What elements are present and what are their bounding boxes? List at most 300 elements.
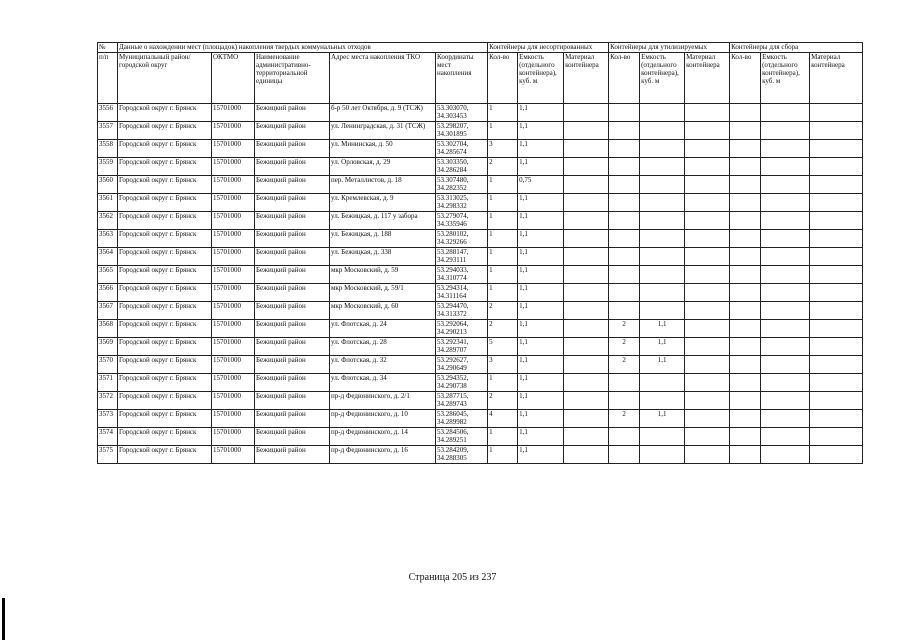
cell-recyclable-capacity <box>640 140 685 158</box>
cell-recyclable-count: 2 <box>609 338 640 356</box>
cell-unsorted-count: 2 <box>488 392 518 410</box>
cell-coordinates: 53.302704, 34.285674 <box>436 140 488 158</box>
cell-collection-count <box>730 302 761 320</box>
cell-collection-count <box>730 410 761 428</box>
cell-collection-material <box>810 374 863 392</box>
cell-oktmo: 15701000 <box>212 158 255 176</box>
cell-address: мкр Московский, д. 60 <box>330 302 436 320</box>
table-row <box>98 104 863 122</box>
cell-unsorted-capacity: 1,1 <box>518 392 564 410</box>
cell-recyclable-count <box>609 158 640 176</box>
cell-territory: Бежицкий район <box>255 392 330 410</box>
page-number: Страница 205 из 237 <box>408 572 497 583</box>
table-header <box>98 43 863 104</box>
cell-collection-count <box>730 392 761 410</box>
cell-municipality: Городской округ г. Брянск <box>118 122 212 140</box>
cell-address: ул. Кремлевская, д. 9 <box>330 194 436 212</box>
cell-recyclable-material <box>685 140 730 158</box>
cell-collection-capacity <box>761 410 810 428</box>
cell-coordinates: 53.280102, 34.329266 <box>436 230 488 248</box>
cell-recyclable-capacity <box>640 158 685 176</box>
cell-collection-count <box>730 248 761 266</box>
cell-number: 3575 <box>98 446 118 464</box>
cell-municipality: Городской округ г. Брянск <box>118 248 212 266</box>
cell-address: б-р 50 лет Октября, д. 9 (ТСЖ) <box>330 104 436 122</box>
cell-unsorted-capacity: 1,1 <box>518 446 564 464</box>
cell-unsorted-capacity: 1,1 <box>518 212 564 230</box>
header-address: Адрес места накопления ТКО <box>330 53 436 104</box>
cell-recyclable-material <box>685 266 730 284</box>
cell-recyclable-capacity: 1,1 <box>640 410 685 428</box>
cell-unsorted-material <box>564 410 609 428</box>
cell-recyclable-count <box>609 194 640 212</box>
cell-unsorted-count: 3 <box>488 356 518 374</box>
cell-coordinates: 53.292341, 34.289707 <box>436 338 488 356</box>
header-group-recyclable: Контейнеры для утилизируемых <box>609 43 730 53</box>
cell-collection-capacity <box>761 392 810 410</box>
cell-address: мкр Московский, д. 59 <box>330 266 436 284</box>
cell-recyclable-count: 2 <box>609 356 640 374</box>
cell-unsorted-count: 1 <box>488 176 518 194</box>
cell-unsorted-count: 1 <box>488 266 518 284</box>
cell-recyclable-capacity <box>640 392 685 410</box>
cell-address: пр-д Федюнинского, д. 10 <box>330 410 436 428</box>
cell-recyclable-capacity <box>640 194 685 212</box>
cell-recyclable-material <box>685 338 730 356</box>
cell-collection-capacity <box>761 446 810 464</box>
cell-unsorted-capacity: 1,1 <box>518 194 564 212</box>
cell-territory: Бежицкий район <box>255 428 330 446</box>
cell-recyclable-material <box>685 356 730 374</box>
cell-recyclable-count <box>609 140 640 158</box>
waste-sites-table <box>97 42 863 464</box>
cell-recyclable-count <box>609 428 640 446</box>
cell-collection-count <box>730 122 761 140</box>
cell-territory: Бежицкий район <box>255 266 330 284</box>
cell-unsorted-capacity: 1,1 <box>518 248 564 266</box>
cell-unsorted-capacity: 1,1 <box>518 320 564 338</box>
cell-coordinates: 53.307480, 34.282352 <box>436 176 488 194</box>
cell-collection-capacity <box>761 230 810 248</box>
cell-number: 3560 <box>98 176 118 194</box>
cell-unsorted-capacity: 0,75 <box>518 176 564 194</box>
cell-territory: Бежицкий район <box>255 158 330 176</box>
cell-unsorted-count: 4 <box>488 410 518 428</box>
cell-unsorted-material <box>564 266 609 284</box>
cell-address: ул. Флотская, д. 34 <box>330 374 436 392</box>
cell-address: ул. Мининская, д. 50 <box>330 140 436 158</box>
cell-collection-count <box>730 140 761 158</box>
cell-coordinates: 53.313025, 34.298332 <box>436 194 488 212</box>
cell-collection-capacity <box>761 248 810 266</box>
cell-municipality: Городской округ г. Брянск <box>118 104 212 122</box>
header-coords: Координаты мест накопления <box>436 53 488 104</box>
cell-collection-material <box>810 194 863 212</box>
cell-collection-material <box>810 428 863 446</box>
cell-number: 3571 <box>98 374 118 392</box>
cell-unsorted-count: 1 <box>488 194 518 212</box>
table-row <box>98 284 863 302</box>
cell-number: 3572 <box>98 392 118 410</box>
header-num-sub: п/п <box>98 53 118 104</box>
cell-recyclable-capacity <box>640 446 685 464</box>
table-row <box>98 176 863 194</box>
cell-collection-material <box>810 320 863 338</box>
cell-unsorted-count: 1 <box>488 284 518 302</box>
cell-territory: Бежицкий район <box>255 122 330 140</box>
cell-unsorted-count: 1 <box>488 446 518 464</box>
cell-recyclable-count <box>609 284 640 302</box>
cell-unsorted-material <box>564 320 609 338</box>
cell-territory: Бежицкий район <box>255 410 330 428</box>
table-row <box>98 356 863 374</box>
cell-oktmo: 15701000 <box>212 302 255 320</box>
table-row <box>98 140 863 158</box>
cell-municipality: Городской округ г. Брянск <box>118 284 212 302</box>
cell-oktmo: 15701000 <box>212 212 255 230</box>
cell-recyclable-count <box>609 104 640 122</box>
cell-municipality: Городской округ г. Брянск <box>118 230 212 248</box>
cell-coordinates: 53.284209, 34.288305 <box>436 446 488 464</box>
cell-coordinates: 53.303350, 34.286284 <box>436 158 488 176</box>
cell-oktmo: 15701000 <box>212 104 255 122</box>
cell-collection-count <box>730 104 761 122</box>
cell-unsorted-count: 1 <box>488 374 518 392</box>
cell-recyclable-material <box>685 302 730 320</box>
cell-unsorted-capacity: 1,1 <box>518 158 564 176</box>
cell-recyclable-capacity <box>640 230 685 248</box>
cell-coordinates: 53.292064, 34.290213 <box>436 320 488 338</box>
cell-recyclable-capacity: 1,1 <box>640 320 685 338</box>
cell-municipality: Городской округ г. Брянск <box>118 140 212 158</box>
cell-recyclable-count <box>609 212 640 230</box>
cell-number: 3570 <box>98 356 118 374</box>
header-collection-capacity: Емкость (отдельного контейнера), куб. м <box>761 53 810 104</box>
header-unsorted-material: Материал контейнера <box>564 53 609 104</box>
header-recyclable-material: Материал контейнера <box>685 53 730 104</box>
cell-coordinates: 53.287715, 34.289743 <box>436 392 488 410</box>
cell-number: 3557 <box>98 122 118 140</box>
cell-unsorted-material <box>564 374 609 392</box>
cell-unsorted-capacity: 1,1 <box>518 122 564 140</box>
header-group-unsorted: Контейнеры для несортированных <box>488 43 609 53</box>
cell-recyclable-count: 2 <box>609 320 640 338</box>
cell-address: ул. Бежицкая, д. 338 <box>330 248 436 266</box>
cell-oktmo: 15701000 <box>212 374 255 392</box>
cell-oktmo: 15701000 <box>212 410 255 428</box>
cell-recyclable-material <box>685 320 730 338</box>
scan-margin-mark <box>2 598 5 640</box>
cell-oktmo: 15701000 <box>212 356 255 374</box>
cell-municipality: Городской округ г. Брянск <box>118 446 212 464</box>
table-row <box>98 248 863 266</box>
cell-number: 3562 <box>98 212 118 230</box>
cell-recyclable-material <box>685 194 730 212</box>
cell-collection-capacity <box>761 104 810 122</box>
cell-recyclable-capacity <box>640 266 685 284</box>
cell-collection-count <box>730 320 761 338</box>
cell-address: пр-д Федюнинского, д. 16 <box>330 446 436 464</box>
cell-municipality: Городской округ г. Брянск <box>118 392 212 410</box>
cell-number: 3567 <box>98 302 118 320</box>
cell-collection-count <box>730 230 761 248</box>
cell-oktmo: 15701000 <box>212 446 255 464</box>
cell-oktmo: 15701000 <box>212 266 255 284</box>
cell-coordinates: 53.288147, 34.293111 <box>436 248 488 266</box>
cell-unsorted-count: 1 <box>488 122 518 140</box>
cell-collection-count <box>730 428 761 446</box>
cell-unsorted-material <box>564 302 609 320</box>
cell-recyclable-capacity <box>640 122 685 140</box>
cell-territory: Бежицкий район <box>255 248 330 266</box>
cell-oktmo: 15701000 <box>212 428 255 446</box>
cell-collection-material <box>810 392 863 410</box>
cell-oktmo: 15701000 <box>212 230 255 248</box>
cell-collection-material <box>810 122 863 140</box>
cell-coordinates: 53.298207, 34.301895 <box>436 122 488 140</box>
cell-unsorted-count: 2 <box>488 302 518 320</box>
cell-recyclable-capacity <box>640 248 685 266</box>
cell-territory: Бежицкий район <box>255 302 330 320</box>
header-group-collection: Контейнеры для сбора <box>730 43 863 53</box>
cell-unsorted-capacity: 1,1 <box>518 374 564 392</box>
cell-territory: Бежицкий район <box>255 338 330 356</box>
cell-unsorted-material <box>564 212 609 230</box>
cell-recyclable-capacity <box>640 302 685 320</box>
cell-collection-material <box>810 104 863 122</box>
cell-coordinates: 53.286045, 34.289982 <box>436 410 488 428</box>
cell-collection-material <box>810 230 863 248</box>
cell-unsorted-material <box>564 104 609 122</box>
cell-address: ул. Бежицкая, д. 188 <box>330 230 436 248</box>
cell-territory: Бежицкий район <box>255 230 330 248</box>
cell-territory: Бежицкий район <box>255 104 330 122</box>
cell-recyclable-capacity <box>640 176 685 194</box>
cell-collection-count <box>730 176 761 194</box>
cell-collection-capacity <box>761 176 810 194</box>
cell-territory: Бежицкий район <box>255 284 330 302</box>
cell-recyclable-capacity <box>640 104 685 122</box>
cell-recyclable-material <box>685 284 730 302</box>
cell-address: ул. Ленинградская, д. 31 (ТСЖ) <box>330 122 436 140</box>
cell-territory: Бежицкий район <box>255 356 330 374</box>
table-row <box>98 266 863 284</box>
cell-collection-capacity <box>761 266 810 284</box>
cell-municipality: Городской округ г. Брянск <box>118 176 212 194</box>
cell-collection-capacity <box>761 194 810 212</box>
table-row <box>98 302 863 320</box>
cell-collection-count <box>730 356 761 374</box>
header-oktmo: ОКТМО <box>212 53 255 104</box>
cell-unsorted-material <box>564 338 609 356</box>
table-row <box>98 428 863 446</box>
cell-territory: Бежицкий район <box>255 446 330 464</box>
cell-recyclable-material <box>685 410 730 428</box>
cell-unsorted-count: 1 <box>488 428 518 446</box>
cell-territory: Бежицкий район <box>255 212 330 230</box>
cell-number: 3563 <box>98 230 118 248</box>
cell-oktmo: 15701000 <box>212 176 255 194</box>
cell-municipality: Городской округ г. Брянск <box>118 194 212 212</box>
header-recyclable-count: Кол-во <box>609 53 640 104</box>
cell-oktmo: 15701000 <box>212 140 255 158</box>
cell-collection-count <box>730 266 761 284</box>
table-row <box>98 320 863 338</box>
table-row <box>98 212 863 230</box>
cell-collection-material <box>810 284 863 302</box>
cell-number: 3568 <box>98 320 118 338</box>
cell-municipality: Городской округ г. Брянск <box>118 374 212 392</box>
cell-oktmo: 15701000 <box>212 320 255 338</box>
cell-number: 3559 <box>98 158 118 176</box>
header-municipality: Муниципальный район/городской округ <box>118 53 212 104</box>
cell-recyclable-material <box>685 230 730 248</box>
cell-recyclable-capacity <box>640 374 685 392</box>
header-recyclable-capacity: Емкость (отдельного контейнера), куб. м <box>640 53 685 104</box>
cell-coordinates: 53.294352, 34.290738 <box>436 374 488 392</box>
cell-recyclable-material <box>685 122 730 140</box>
header-unsorted-count: Кол-во <box>488 53 518 104</box>
cell-recyclable-material <box>685 104 730 122</box>
header-group-location: Данные о нахождении мест (площадок) накопления твердых коммунальных отходов <box>118 43 488 53</box>
cell-unsorted-capacity: 1,1 <box>518 104 564 122</box>
cell-collection-capacity <box>761 320 810 338</box>
cell-unsorted-count: 5 <box>488 338 518 356</box>
cell-collection-material <box>810 158 863 176</box>
cell-unsorted-material <box>564 122 609 140</box>
cell-unsorted-material <box>564 284 609 302</box>
cell-coordinates: 53.292627, 34.290649 <box>436 356 488 374</box>
cell-municipality: Городской округ г. Брянск <box>118 410 212 428</box>
cell-collection-capacity <box>761 338 810 356</box>
cell-number: 3564 <box>98 248 118 266</box>
cell-collection-capacity <box>761 140 810 158</box>
cell-unsorted-material <box>564 194 609 212</box>
cell-recyclable-capacity: 1,1 <box>640 356 685 374</box>
cell-unsorted-capacity: 1,1 <box>518 428 564 446</box>
cell-unsorted-count: 2 <box>488 158 518 176</box>
cell-unsorted-material <box>564 140 609 158</box>
cell-collection-capacity <box>761 374 810 392</box>
cell-collection-capacity <box>761 158 810 176</box>
cell-collection-material <box>810 248 863 266</box>
cell-municipality: Городской округ г. Брянск <box>118 212 212 230</box>
cell-number: 3574 <box>98 428 118 446</box>
table-row <box>98 446 863 464</box>
header-territory: Наименование административно-территориальной единицы <box>255 53 330 104</box>
cell-oktmo: 15701000 <box>212 392 255 410</box>
cell-unsorted-count: 1 <box>488 230 518 248</box>
cell-unsorted-count: 1 <box>488 248 518 266</box>
cell-collection-material <box>810 176 863 194</box>
cell-collection-count <box>730 158 761 176</box>
cell-municipality: Городской округ г. Брянск <box>118 158 212 176</box>
table-row <box>98 374 863 392</box>
cell-recyclable-material <box>685 374 730 392</box>
cell-municipality: Городской округ г. Брянск <box>118 428 212 446</box>
cell-recyclable-capacity: 1,1 <box>640 338 685 356</box>
cell-municipality: Городской округ г. Брянск <box>118 266 212 284</box>
cell-unsorted-capacity: 1,1 <box>518 140 564 158</box>
cell-oktmo: 15701000 <box>212 338 255 356</box>
cell-unsorted-material <box>564 446 609 464</box>
cell-recyclable-material <box>685 158 730 176</box>
cell-number: 3566 <box>98 284 118 302</box>
cell-number: 3569 <box>98 338 118 356</box>
table-row <box>98 158 863 176</box>
cell-unsorted-capacity: 1,1 <box>518 266 564 284</box>
cell-collection-count <box>730 284 761 302</box>
cell-unsorted-capacity: 1,1 <box>518 230 564 248</box>
cell-collection-capacity <box>761 122 810 140</box>
cell-recyclable-material <box>685 176 730 194</box>
cell-collection-capacity <box>761 428 810 446</box>
cell-address: пр-д Федюнинского, д. 14 <box>330 428 436 446</box>
header-collection-count: Кол-во <box>730 53 761 104</box>
cell-coordinates: 53.279074, 34.335946 <box>436 212 488 230</box>
cell-collection-count <box>730 338 761 356</box>
cell-unsorted-material <box>564 230 609 248</box>
cell-collection-material <box>810 338 863 356</box>
cell-collection-material <box>810 266 863 284</box>
cell-address: ул. Орловская, д. 29 <box>330 158 436 176</box>
cell-recyclable-material <box>685 392 730 410</box>
cell-recyclable-material <box>685 212 730 230</box>
cell-recyclable-count: 2 <box>609 410 640 428</box>
cell-recyclable-material <box>685 446 730 464</box>
table-row <box>98 338 863 356</box>
table-row <box>98 392 863 410</box>
cell-address: ул. Флотская, д. 28 <box>330 338 436 356</box>
cell-collection-material <box>810 302 863 320</box>
cell-address: ул. Бежицкая, д. 117 у забора <box>330 212 436 230</box>
cell-unsorted-count: 3 <box>488 140 518 158</box>
cell-coordinates: 53.294314, 34.311164 <box>436 284 488 302</box>
cell-oktmo: 15701000 <box>212 284 255 302</box>
cell-territory: Бежицкий район <box>255 194 330 212</box>
cell-recyclable-material <box>685 428 730 446</box>
cell-unsorted-capacity: 1,1 <box>518 284 564 302</box>
cell-address: пер. Металлистов, д. 18 <box>330 176 436 194</box>
cell-unsorted-material <box>564 392 609 410</box>
cell-unsorted-capacity: 1,1 <box>518 356 564 374</box>
cell-unsorted-capacity: 1,1 <box>518 338 564 356</box>
cell-collection-capacity <box>761 212 810 230</box>
cell-recyclable-count <box>609 374 640 392</box>
cell-oktmo: 15701000 <box>212 194 255 212</box>
cell-collection-capacity <box>761 284 810 302</box>
cell-unsorted-count: 1 <box>488 104 518 122</box>
cell-coordinates: 53.303070, 34.303453 <box>436 104 488 122</box>
header-unsorted-capacity: Емкость (отдельного контейнера), куб. м <box>518 53 564 104</box>
cell-collection-material <box>810 356 863 374</box>
table-row <box>98 230 863 248</box>
cell-collection-material <box>810 446 863 464</box>
cell-municipality: Городской округ г. Брянск <box>118 338 212 356</box>
cell-collection-count <box>730 446 761 464</box>
cell-unsorted-material <box>564 428 609 446</box>
cell-municipality: Городской округ г. Брянск <box>118 320 212 338</box>
cell-territory: Бежицкий район <box>255 140 330 158</box>
header-collection-material: Материал контейнера <box>810 53 863 104</box>
cell-territory: Бежицкий район <box>255 374 330 392</box>
cell-coordinates: 53.284506, 34.289251 <box>436 428 488 446</box>
cell-recyclable-count <box>609 392 640 410</box>
table-row <box>98 410 863 428</box>
cell-recyclable-count <box>609 266 640 284</box>
cell-unsorted-count: 2 <box>488 320 518 338</box>
cell-territory: Бежицкий район <box>255 320 330 338</box>
